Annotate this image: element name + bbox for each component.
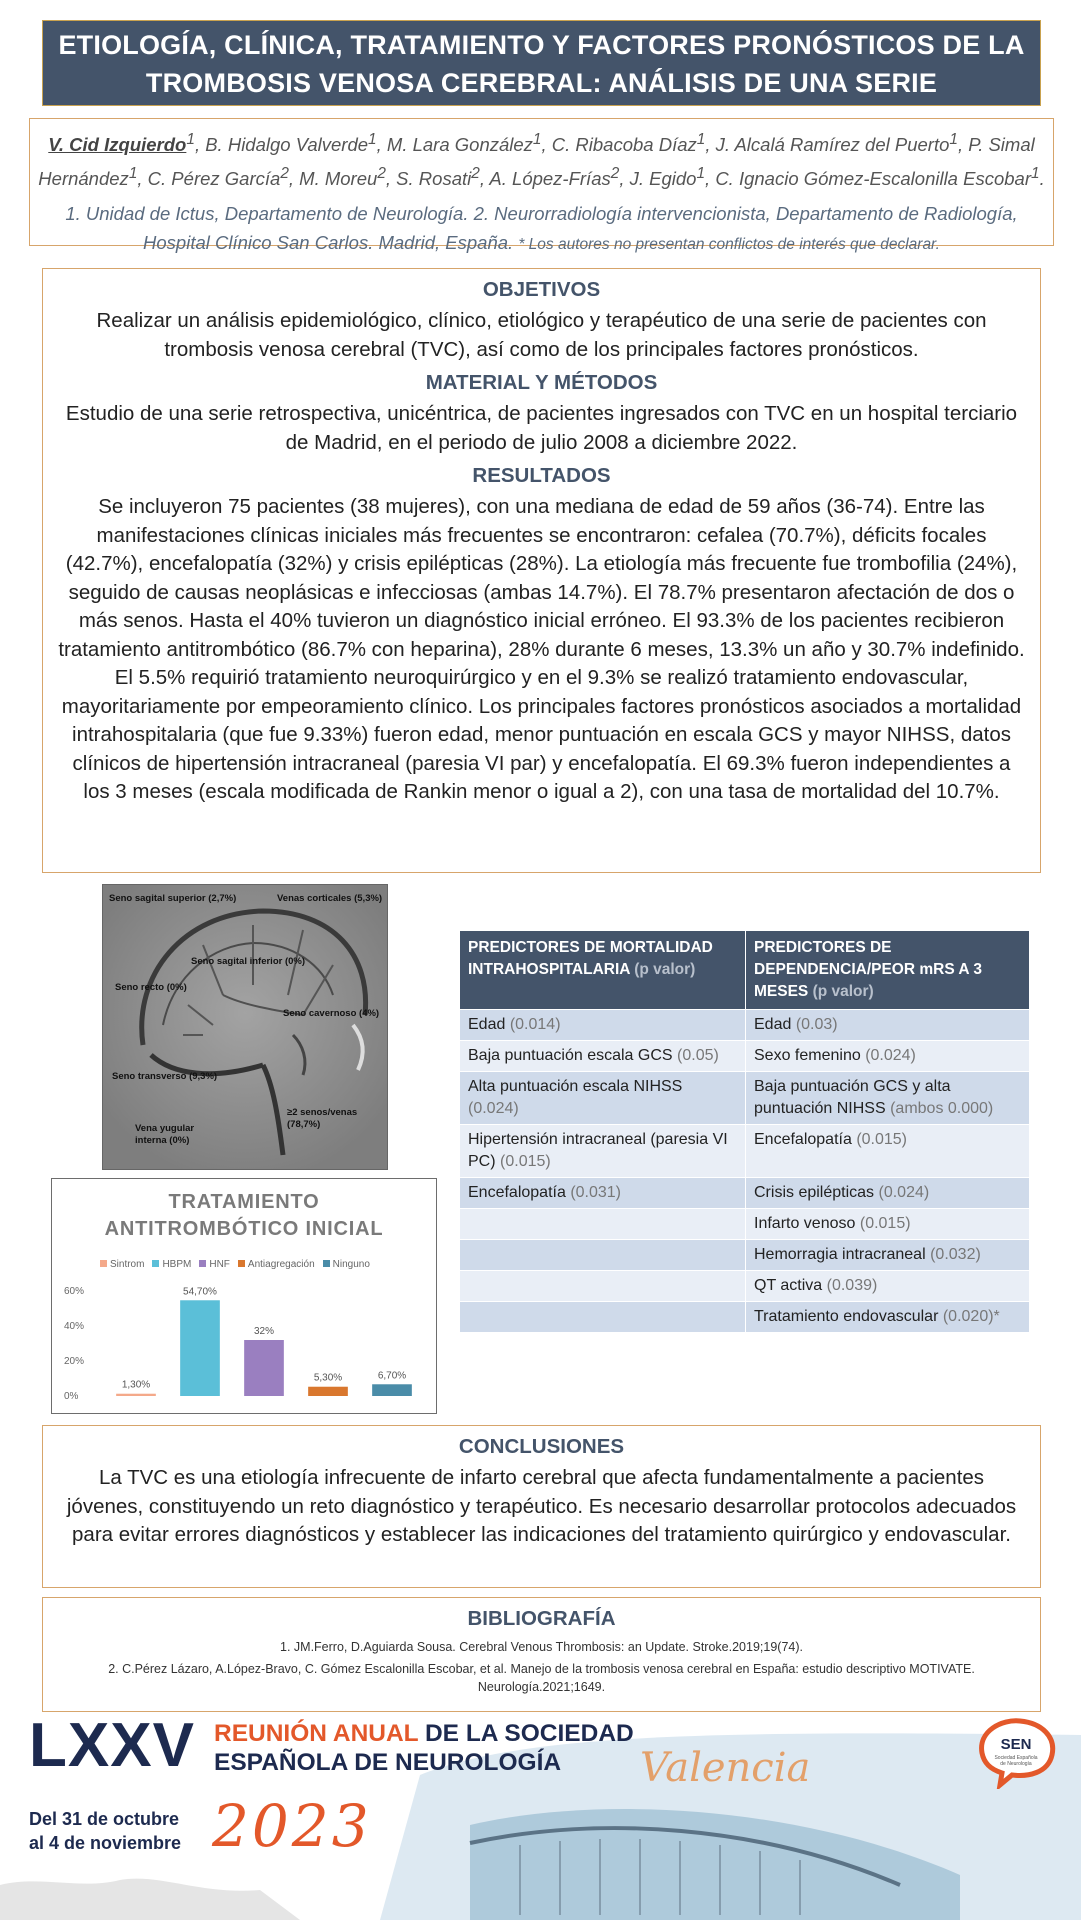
coauthor: M. Lara González: [386, 134, 533, 156]
coauthor: P. Simal Hernández: [38, 134, 1035, 190]
table-body: [460, 1010, 1030, 1333]
bar-hbpm: [180, 1300, 220, 1396]
objetivos-heading: OBJETIVOS: [482, 278, 601, 301]
conclusiones-heading: CONCLUSIONES: [458, 1435, 625, 1458]
predictors-table: [459, 930, 1030, 1333]
venous-angiography-image: [102, 884, 388, 1170]
affiliations: 1. Unidad de Ictus, Departamento de Neurología. 2. Neurorradiología intervencionista, Departamento de Radiología, Hospital Clínico San Carlos. Madrid, España. * Los autores no presentan conflictos de interés que declarar.: [65, 203, 1018, 254]
dependency-predictor: Edad (0.03): [746, 1010, 1030, 1041]
label-multi-senos: ≥2 senos/venas: [287, 1107, 358, 1118]
table-row: [460, 1178, 1030, 1209]
label-vena-yugular-pct: interna (0%): [135, 1135, 190, 1146]
bibliografia-heading: BIBLIOGRAFÍA: [467, 1607, 616, 1630]
table-row: [460, 1010, 1030, 1041]
bar-ninguno: [372, 1384, 412, 1396]
sen-logo-text: SEN: [1000, 1736, 1032, 1753]
metodos-heading: MATERIAL Y MÉTODOS: [425, 371, 658, 394]
mortality-predictor: Encefalopatía (0.031): [460, 1178, 746, 1209]
bar-data-label: 5,30%: [313, 1372, 343, 1384]
sen-logo-icon: [972, 1715, 1060, 1789]
mortality-predictor: [460, 1240, 746, 1271]
coauthor: J. Egido: [629, 168, 697, 190]
congress-name: REUNIÓN ANUAL DE LA SOCIEDAD ESPAÑOLA DE NEUROLOGÍA: [214, 1720, 634, 1776]
table-row: [460, 1041, 1030, 1072]
mortality-predictor: [460, 1271, 746, 1302]
mortality-predictor: Alta puntuación escala NIHSS (0.024): [460, 1072, 746, 1125]
dependency-predictor: QT activa (0.039): [746, 1271, 1030, 1302]
author-list: V. Cid Izquierdo$^1$, B. Hidalgo Valverde$^1$, M. Lara González$^1$, C. Ribacoba Díaz$^1$, J. Alcalá Ramírez del Puerto$^1$, P. Simal Hernández$^1$, C. Pérez García$^2$, M. Moreu$^2$, S. Rosati$^2$, A. López-Frías$^2$, J. Egido$^1$, C. Ignacio Gómez-Escalonilla Escobar$^1$.: [38, 131, 1045, 190]
dependency-predictor: Infarto venoso (0.015): [746, 1209, 1030, 1240]
y-tick-label: 20%: [64, 1356, 85, 1367]
svg-text:Sociedad Española: Sociedad Española: [994, 1755, 1038, 1761]
bibliography-section: [42, 1597, 1041, 1712]
reference-2: 2. C.Pérez Lázaro, A.López-Bravo, C. Gómez Escalonilla Escobar, et al. Manejo de la trombosis venosa cerebral en España: estudio descriptivo MOTIVATE. Neurología.2021;1649.: [108, 1662, 975, 1694]
dependency-predictor: Tratamiento endovascular (0.020)*: [746, 1302, 1030, 1333]
table-row: [460, 1072, 1030, 1125]
dependency-predictor: Encefalopatía (0.015): [746, 1125, 1030, 1178]
main-sections: [42, 268, 1041, 873]
bar-sintrom: [116, 1394, 156, 1396]
y-tick-label: 0%: [64, 1391, 79, 1402]
label-vena-yugular: Vena yugular: [135, 1123, 195, 1134]
dependency-predictor: Hemorragia intracraneal (0.032): [746, 1240, 1030, 1271]
legend-label: Ninguno: [332, 1259, 370, 1270]
label-seno-transverso: Seno transverso (9,3%): [112, 1071, 218, 1082]
bar-hnf: [244, 1340, 284, 1396]
mortality-predictor: Hipertensión intracraneal (paresia VI PC) (0.015): [460, 1125, 746, 1178]
reference-1: 1. JM.Ferro, D.Aguiarda Sousa. Cerebral Venous Thrombosis: an Update. Stroke.2019;19(74).: [280, 1640, 803, 1654]
chart-title: TRATAMIENTO ANTITROMBÓTICO INICIAL: [104, 1191, 384, 1240]
congress-dates: Del 31 de octubre al 4 de noviembre: [29, 1809, 182, 1853]
coauthor: J. Alcalá Ramírez del Puerto: [715, 134, 950, 156]
bar-antiagregación: [308, 1387, 348, 1396]
congress-edition: LXXV: [29, 1715, 195, 1780]
bar-data-label: 1,30%: [121, 1379, 151, 1391]
table-row: [460, 1302, 1030, 1333]
dependency-predictor: Baja puntuación GCS y alta puntuación NIHSS (ambos 0.000): [746, 1072, 1030, 1125]
legend-label: HNF: [209, 1259, 230, 1270]
dependency-predictor: Crisis epilépticas (0.024): [746, 1178, 1030, 1209]
label-venas-corticales: Venas corticales (5,3%): [277, 893, 383, 904]
label-multi-senos-pct: (78,7%): [287, 1119, 321, 1130]
dependency-predictor: Sexo femenino (0.024): [746, 1041, 1030, 1072]
first-author: V. Cid Izquierdo: [48, 134, 187, 156]
congress-year: 2023: [212, 1792, 372, 1860]
conclusiones-text: La TVC es una etiología infrecuente de infarto cerebral que afecta fundamentalmente a pacientes jóvenes, constituyendo un reto diagnóstico y terapéutico. Es necesario desarrollar protocolos adecuados para evitar errores diagnósticos y establecer las indicaciones del tratamiento quirúrgico y endovascular.: [66, 1466, 1017, 1546]
table-row: [460, 1271, 1030, 1302]
coauthor: C. Ribacoba Díaz: [551, 134, 697, 156]
metodos-text: Estudio de una serie retrospectiva, unicéntrica, de pacientes ingresados con TVC en un hospital terciario de Madrid, en el periodo de julio 2008 a diciembre 2022.: [65, 402, 1018, 454]
objetivos-text: Realizar un análisis epidemiológico, clínico, etiológico y terapéutico de una serie de pacientes con trombosis venosa cerebral (TVC), así como de los principales factores pronósticos.: [96, 309, 987, 361]
label-seno-sagital-inferior: Seno sagital inferior (0%): [191, 956, 306, 967]
header-mortality: PREDICTORES DE MORTALIDAD INTRAHOSPITALARIA (p valor): [460, 931, 746, 1010]
bar-data-label: 32%: [253, 1326, 275, 1337]
table-row: [460, 1209, 1030, 1240]
poster-title: [42, 20, 1041, 106]
poster-title-line1: ETIOLOGÍA, CLÍNICA, TRATAMIENTO Y FACTORES PRONÓSTICOS DE LA: [58, 30, 1025, 60]
coauthor: A. López-Frías: [489, 168, 611, 190]
coauthor: C. Pérez García: [147, 168, 281, 190]
svg-text:de Neurología: de Neurología: [1000, 1761, 1032, 1767]
coauthor: B. Hidalgo Valverde: [205, 134, 369, 156]
table-row: [460, 1125, 1030, 1178]
resultados-text: Se incluyeron 75 pacientes (38 mujeres), con una mediana de edad de 59 años (36-74). Entre las manifestaciones clínicas iniciales más frecuentes se encontraron: cefalea (70.7%), déficits focales (42.7%), encefalopatía (32%) y crisis epilépticas (28%). La etiología más frecuente fue trombofilia (24%), seguido de causas neoplásicas e infecciosas (ambas 14.7%). El 78.7% presentaron afectación de dos o más senos. Hasta el 40% tuvieron un diagnóstico inicial erróneo. El 93.3% de los pacientes recibieron tratamiento antitrombótico (86.7% con heparina), 28% durante 6 meses, 13.3% un año y 30.7% indefinido. El 5.5% requirió tratamiento neuroquirúrgico y en el 9.3% se realizó tratamiento endovascular, mayoritariamente por empeoramiento clínico. Los principales factores pronósticos asociados a mortalidad intrahospitalaria (que fue 9.33%) fueron edad, menor puntuación en escala GCS y mayor NIHSS, datos clínicos de hipertensión intracraneal (paresia VI par) y encefalopatía. El 69.3% fueron independientes a los 3 meses (escala modificada de Rankin menor o igual a 2), con una tasa de mortalidad del 10.7%.: [58, 495, 1025, 803]
treatment-chart: [51, 1178, 437, 1414]
chart-plot: [52, 1179, 435, 1412]
header-dependency: PREDICTORES DE DEPENDENCIA/PEOR mRS A 3 MESES (p valor): [746, 931, 1030, 1010]
coauthor: C. Ignacio Gómez-Escalonilla Escobar: [715, 168, 1031, 190]
bar-data-label: 54,70%: [183, 1286, 217, 1298]
conflict-statement: * Los autores no presentan conflictos de interés que declarar.: [518, 236, 940, 254]
coauthor: S. Rosati: [396, 168, 472, 190]
bar-data-label: 6,70%: [377, 1370, 407, 1382]
conclusions-section: [42, 1425, 1041, 1588]
label-seno-sagital-superior: Seno sagital superior (2,7%): [109, 893, 237, 904]
congress-city: Valencia: [640, 1745, 811, 1791]
legend-label: Sintrom: [110, 1259, 145, 1270]
y-tick-label: 40%: [64, 1321, 85, 1332]
table-row: [460, 1240, 1030, 1271]
y-tick-label: 60%: [64, 1286, 85, 1297]
mortality-predictor: [460, 1302, 746, 1333]
legend-label: HBPM: [162, 1259, 192, 1270]
congress-footer: [0, 1715, 1081, 1920]
mortality-predictor: Baja puntuación escala GCS (0.05): [460, 1041, 746, 1072]
label-seno-cavernoso: Seno cavernoso (4%): [283, 1008, 380, 1019]
legend-label: Antiagregación: [247, 1259, 315, 1270]
mortality-predictor: Edad (0.014): [460, 1010, 746, 1041]
mortality-predictor: [460, 1209, 746, 1240]
coauthor: M. Moreu: [299, 168, 378, 190]
authors-block: [29, 118, 1054, 254]
sen-logo: [972, 1715, 1060, 1789]
resultados-heading: RESULTADOS: [472, 464, 611, 487]
poster-title-line2: TROMBOSIS VENOSA CEREBRAL: ANÁLISIS DE UNA SERIE: [145, 68, 938, 98]
coauthors: , B. Hidalgo Valverde$^1$, M. Lara González$^1$, C. Ribacoba Díaz$^1$, J. Alcalá Ramírez del Puerto$^1$, P. Simal Hernández$^1$, C. Pérez García$^2$, M. Moreu$^2$, S. Rosati$^2$, A. López-Frías$^2$, J. Egido$^1$, C. Ignacio Gómez-Escalonilla Escobar$^1$.: [38, 131, 1045, 190]
label-seno-recto: Seno recto (0%): [115, 982, 187, 993]
